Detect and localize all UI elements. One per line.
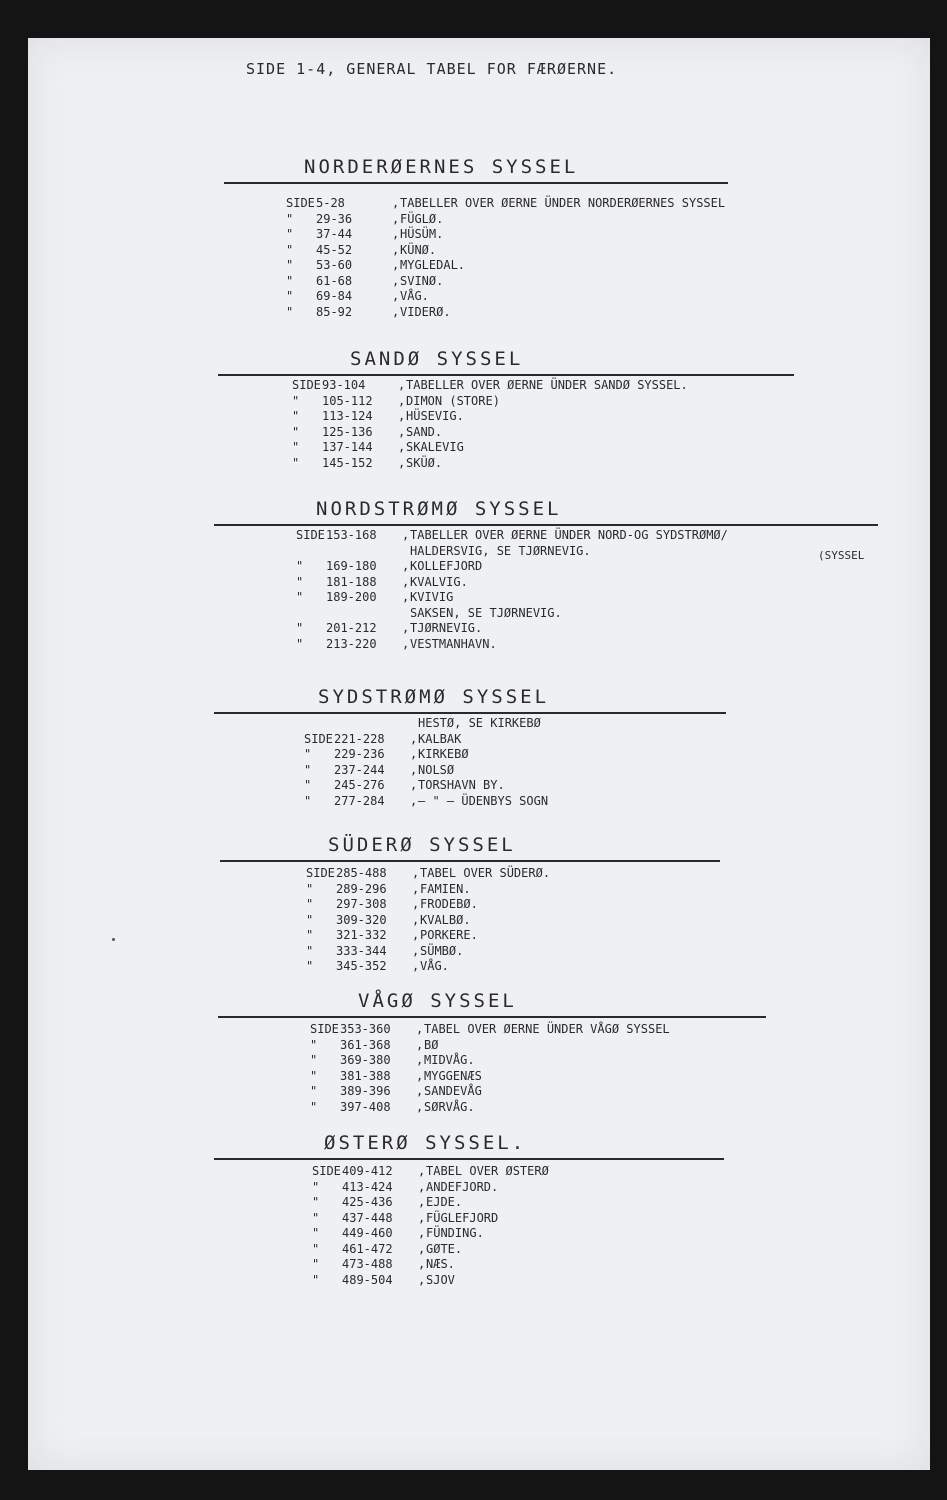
section-underline xyxy=(214,524,878,526)
entry-prefix: SIDE xyxy=(296,528,325,542)
list-item xyxy=(304,763,548,779)
list-item xyxy=(292,440,688,456)
entry-text: VÅG. xyxy=(400,289,429,303)
entry-text: TJØRNEVIG. xyxy=(410,621,483,635)
page-range: 245-276 xyxy=(334,778,385,792)
section-underline xyxy=(218,1016,766,1018)
entry-prefix: " xyxy=(312,1195,320,1209)
list-item xyxy=(306,913,550,929)
entry-prefix: " xyxy=(286,273,294,288)
list-item xyxy=(286,274,725,290)
page-range: 309-320 xyxy=(336,912,387,927)
entry-text: ANDEFJORD. xyxy=(426,1179,499,1194)
page-range: 93-104 xyxy=(322,378,366,392)
section-rows xyxy=(312,1164,549,1288)
entry-text: HÜSÜM. xyxy=(400,227,444,241)
entry-text: FRODEBØ. xyxy=(420,897,478,911)
entry-text: KALBAK xyxy=(418,731,462,746)
page-range: 289-296 xyxy=(336,881,387,896)
page-range: 473-488 xyxy=(342,1257,393,1271)
entry-prefix: SIDE xyxy=(306,866,335,880)
entry-prefix: " xyxy=(312,1272,320,1287)
entry-text: TABEL OVER SÜDERØ. xyxy=(420,866,551,880)
list-item xyxy=(292,409,688,425)
separator-comma: , xyxy=(416,1084,424,1098)
entry-text: SAND. xyxy=(406,424,443,439)
entry-prefix: SIDE xyxy=(312,1164,341,1178)
page-range: 333-344 xyxy=(336,943,387,958)
entry-text: MYGGENÆS xyxy=(424,1068,482,1083)
list-item xyxy=(310,1069,670,1085)
section-underline xyxy=(214,712,726,714)
page-range: 113-124 xyxy=(322,409,373,423)
entry-prefix: " xyxy=(312,1226,320,1240)
entry-prefix: " xyxy=(306,928,314,942)
separator-comma: , xyxy=(398,424,406,439)
page-range: 229-236 xyxy=(334,747,385,761)
page-range: 45-52 xyxy=(316,242,353,257)
entry-text: VIDERØ. xyxy=(400,304,451,319)
separator-comma: , xyxy=(402,528,410,542)
list-item xyxy=(286,212,725,228)
entry-text: HALDERSVIG, SE TJØRNEVIG. xyxy=(410,543,591,558)
entry-text: SJOV xyxy=(426,1272,455,1287)
section-rows xyxy=(286,196,725,320)
list-item xyxy=(312,1242,549,1258)
list-item xyxy=(310,1053,670,1069)
entry-prefix: SIDE xyxy=(286,196,315,210)
separator-comma: , xyxy=(418,1272,426,1287)
section-underline xyxy=(224,182,728,184)
list-item xyxy=(286,243,725,259)
page-range: 189-200 xyxy=(326,590,377,604)
separator-comma: , xyxy=(416,1022,424,1036)
page-title: SIDE 1-4, GENERAL TABEL FOR FÆRØERNE. xyxy=(246,60,618,78)
section-heading: VÅGØ SYSSEL xyxy=(358,990,517,1012)
list-item xyxy=(292,378,688,394)
separator-comma: , xyxy=(392,196,400,210)
separator-comma: , xyxy=(410,747,418,761)
separator-comma: , xyxy=(418,1179,426,1194)
entry-prefix: " xyxy=(304,762,312,777)
entry-text: FÜNDING. xyxy=(426,1226,484,1240)
entry-text: EJDE. xyxy=(426,1195,463,1209)
separator-comma: , xyxy=(410,731,418,746)
page-range: 37-44 xyxy=(316,227,353,241)
page-range: 105-112 xyxy=(322,393,373,408)
page-range: 437-448 xyxy=(342,1210,393,1225)
entry-text: TABELLER OVER ØERNE ÜNDER NORDERØERNES SYSSEL xyxy=(400,196,726,210)
page-range: 85-92 xyxy=(316,304,353,319)
entry-text: MYGLEDAL. xyxy=(400,258,466,272)
entry-prefix: " xyxy=(306,912,314,927)
page-range: 53-60 xyxy=(316,258,353,272)
list-item xyxy=(292,394,688,410)
separator-comma: , xyxy=(412,897,420,911)
list-item xyxy=(296,637,728,653)
page-range: 449-460 xyxy=(342,1226,393,1240)
entry-prefix: " xyxy=(310,1084,318,1098)
separator-comma: , xyxy=(398,378,406,392)
entry-text: FÜGLØ. xyxy=(400,211,444,226)
list-item xyxy=(304,778,548,794)
entry-text: GØTE. xyxy=(426,1241,463,1256)
page-range: 409-412 xyxy=(342,1164,393,1178)
list-item xyxy=(296,606,728,622)
entry-text: TABEL OVER ØERNE ÜNDER VÅGØ SYSSEL xyxy=(424,1022,670,1036)
entry-text: SVINØ. xyxy=(400,273,444,288)
list-item xyxy=(310,1100,670,1116)
list-item xyxy=(286,289,725,305)
page-range: 489-504 xyxy=(342,1272,393,1287)
list-item xyxy=(296,621,728,637)
entry-text: SKÜØ. xyxy=(406,455,443,470)
list-item xyxy=(306,944,550,960)
entry-text: KVALVIG. xyxy=(410,574,468,589)
separator-comma: , xyxy=(412,943,420,958)
separator-comma: , xyxy=(398,393,406,408)
separator-comma: , xyxy=(410,778,418,792)
list-item xyxy=(312,1257,549,1273)
page-range: 5-28 xyxy=(316,196,345,210)
page-range: 345-352 xyxy=(336,959,387,973)
entry-note: (SYSSEL xyxy=(818,548,865,562)
entry-prefix: " xyxy=(292,424,300,439)
entry-prefix: " xyxy=(296,621,304,635)
entry-text: — " — ÜDENBYS SOGN xyxy=(418,793,549,808)
entry-prefix: " xyxy=(296,636,304,651)
separator-comma: , xyxy=(410,793,418,808)
separator-comma: , xyxy=(392,289,400,303)
separator-comma: , xyxy=(416,1099,424,1114)
entry-text: KVALBØ. xyxy=(420,912,471,927)
entry-prefix: " xyxy=(286,227,294,241)
list-item xyxy=(286,305,725,321)
list-item xyxy=(292,425,688,441)
list-item xyxy=(296,559,728,575)
entry-prefix: " xyxy=(310,1053,318,1067)
page-range: 397-408 xyxy=(340,1099,391,1114)
section-heading: SYDSTRØMØ SYSSEL xyxy=(318,686,550,708)
separator-comma: , xyxy=(418,1164,426,1178)
entry-text: HÜSEVIG. xyxy=(406,409,464,423)
page-range: 361-368 xyxy=(340,1037,391,1052)
page-range: 321-332 xyxy=(336,928,387,942)
separator-comma: , xyxy=(412,959,420,973)
entry-text: SANDEVÅG xyxy=(424,1084,482,1098)
list-item xyxy=(304,747,548,763)
entry-prefix: " xyxy=(312,1179,320,1194)
list-item xyxy=(312,1211,549,1227)
entry-text: VESTMANHAVN. xyxy=(410,636,497,651)
list-item xyxy=(296,528,728,544)
list-item xyxy=(306,959,550,975)
page-range: 181-188 xyxy=(326,574,377,589)
separator-comma: , xyxy=(418,1210,426,1225)
separator-comma: , xyxy=(412,928,420,942)
page-range: 29-36 xyxy=(316,211,353,226)
entry-text: SÜMBØ. xyxy=(420,943,464,958)
list-item xyxy=(304,794,548,810)
separator-comma: , xyxy=(392,227,400,241)
page-range: 369-380 xyxy=(340,1053,391,1067)
entry-prefix: SIDE xyxy=(304,731,333,746)
list-item xyxy=(306,928,550,944)
entry-text: KÜNØ. xyxy=(400,242,437,257)
list-item xyxy=(306,866,550,882)
list-item xyxy=(306,897,550,913)
separator-comma: , xyxy=(416,1037,424,1052)
list-item xyxy=(304,732,548,748)
separator-comma: , xyxy=(402,590,410,604)
entry-prefix: " xyxy=(306,943,314,958)
section-heading: ØSTERØ SYSSEL. xyxy=(324,1132,527,1154)
page-range: 145-152 xyxy=(322,455,373,470)
entry-text: DIMON (STORE) xyxy=(406,393,500,408)
entry-prefix: " xyxy=(306,897,314,911)
page-range: 213-220 xyxy=(326,636,377,651)
separator-comma: , xyxy=(402,636,410,651)
separator-comma: , xyxy=(392,273,400,288)
entry-text: TABEL OVER ØSTERØ xyxy=(426,1164,549,1178)
separator-comma: , xyxy=(392,211,400,226)
page-range: 237-244 xyxy=(334,762,385,777)
separator-comma: , xyxy=(402,621,410,635)
entry-prefix: " xyxy=(296,559,304,573)
entry-prefix: " xyxy=(304,778,312,792)
entry-text: NÆS. xyxy=(426,1257,455,1271)
entry-text: VÅG. xyxy=(420,959,449,973)
entry-prefix: SIDE xyxy=(292,378,321,392)
separator-comma: , xyxy=(392,258,400,272)
entry-text: PORKERE. xyxy=(420,928,478,942)
entry-text: SAKSEN, SE TJØRNEVIG. xyxy=(410,605,562,620)
entry-prefix: SIDE xyxy=(310,1022,339,1036)
list-item xyxy=(286,196,725,212)
separator-comma: , xyxy=(412,912,420,927)
entry-text: NOLSØ xyxy=(418,762,455,777)
entry-text: HESTØ, SE KIRKEBØ xyxy=(418,716,541,730)
entry-prefix: " xyxy=(286,289,294,303)
list-item xyxy=(306,882,550,898)
entry-text: BØ xyxy=(424,1037,439,1052)
entry-text: KVIVIG xyxy=(410,590,454,604)
section-underline xyxy=(218,374,794,376)
page-range: 381-388 xyxy=(340,1068,391,1083)
entry-prefix: " xyxy=(306,881,314,896)
separator-comma: , xyxy=(416,1053,424,1067)
page-range: 297-308 xyxy=(336,897,387,911)
section-rows xyxy=(292,378,688,471)
section-heading: NORDERØERNES SYSSEL xyxy=(304,156,579,178)
entry-prefix: " xyxy=(306,959,314,973)
entry-text: TORSHAVN BY. xyxy=(418,778,505,792)
page-range: 61-68 xyxy=(316,273,353,288)
list-item xyxy=(304,716,548,732)
page-range: 353-360 xyxy=(340,1022,391,1036)
page-range: 125-136 xyxy=(322,424,373,439)
entry-text: TABELLER OVER ØERNE ÜNDER NORD-OG SYDSTRØMØ/ xyxy=(410,528,728,542)
entry-prefix: " xyxy=(310,1099,318,1114)
entry-prefix: " xyxy=(310,1037,318,1052)
speck xyxy=(112,938,115,941)
page-range: 413-424 xyxy=(342,1179,393,1194)
list-item xyxy=(312,1180,549,1196)
page-range: 137-144 xyxy=(322,440,373,454)
separator-comma: , xyxy=(412,866,420,880)
entry-text: FÜGLEFJORD xyxy=(426,1210,499,1225)
entry-prefix: " xyxy=(312,1210,320,1225)
section-rows xyxy=(310,1022,670,1115)
separator-comma: , xyxy=(398,440,406,454)
page-range: 221-228 xyxy=(334,731,385,746)
entry-text: SØRVÅG. xyxy=(424,1099,475,1114)
entry-text: FAMIEN. xyxy=(420,881,471,896)
entry-prefix: " xyxy=(304,793,312,808)
section-heading: SÜDERØ SYSSEL xyxy=(328,834,516,856)
separator-comma: , xyxy=(392,304,400,319)
page-range: 389-396 xyxy=(340,1084,391,1098)
separator-comma: , xyxy=(418,1226,426,1240)
entry-prefix: " xyxy=(286,258,294,272)
list-item xyxy=(296,575,728,591)
list-item xyxy=(312,1195,549,1211)
page-range: 169-180 xyxy=(326,559,377,573)
separator-comma: , xyxy=(412,881,420,896)
list-item xyxy=(312,1273,549,1289)
entry-text: KIRKEBØ xyxy=(418,747,469,761)
entry-prefix: " xyxy=(312,1241,320,1256)
separator-comma: , xyxy=(418,1195,426,1209)
entry-prefix: " xyxy=(296,590,304,604)
entry-text: TABELLER OVER ØERNE ÜNDER SANDØ SYSSEL. xyxy=(406,378,688,392)
separator-comma: , xyxy=(418,1241,426,1256)
section-underline xyxy=(220,860,720,862)
section-heading: NORDSTRØMØ SYSSEL xyxy=(316,498,562,520)
page-range: 461-472 xyxy=(342,1241,393,1256)
separator-comma: , xyxy=(392,242,400,257)
separator-comma: , xyxy=(398,409,406,423)
entry-prefix: " xyxy=(292,455,300,470)
entry-prefix: " xyxy=(292,393,300,408)
entry-prefix: " xyxy=(312,1257,320,1271)
section-underline xyxy=(214,1158,724,1160)
page-range: 277-284 xyxy=(334,793,385,808)
page-range: 153-168 xyxy=(326,528,377,542)
list-item xyxy=(312,1226,549,1242)
page-range: 425-436 xyxy=(342,1195,393,1209)
separator-comma: , xyxy=(402,559,410,573)
list-item xyxy=(296,590,728,606)
list-item xyxy=(310,1084,670,1100)
list-item xyxy=(310,1038,670,1054)
entry-prefix: " xyxy=(296,574,304,589)
list-item xyxy=(312,1164,549,1180)
list-item xyxy=(296,543,865,562)
entry-prefix: " xyxy=(304,747,312,761)
separator-comma: , xyxy=(398,455,406,470)
entry-prefix: " xyxy=(286,242,294,257)
separator-comma: , xyxy=(418,1257,426,1271)
section-heading: SANDØ SYSSEL xyxy=(350,348,524,370)
entry-prefix: " xyxy=(286,211,294,226)
entry-text: KOLLEFJORD xyxy=(410,559,483,573)
list-item xyxy=(286,258,725,274)
section-rows xyxy=(304,716,548,809)
list-item xyxy=(292,456,688,472)
separator-comma: , xyxy=(402,574,410,589)
separator-comma: , xyxy=(410,762,418,777)
entry-prefix: " xyxy=(310,1068,318,1083)
entry-text: MIDVÅG. xyxy=(424,1053,475,1067)
separator-comma: , xyxy=(416,1068,424,1083)
section-rows xyxy=(306,866,550,975)
list-item xyxy=(286,227,725,243)
list-item xyxy=(310,1022,670,1038)
entry-text: SKALEVIG xyxy=(406,440,464,454)
page-range: 285-488 xyxy=(336,866,387,880)
section-rows xyxy=(296,528,865,652)
entry-prefix: " xyxy=(286,304,294,319)
page-range: 201-212 xyxy=(326,621,377,635)
entry-prefix: " xyxy=(292,440,300,454)
page-range: 69-84 xyxy=(316,289,353,303)
entry-prefix: " xyxy=(292,409,300,423)
document-page xyxy=(28,38,930,1470)
